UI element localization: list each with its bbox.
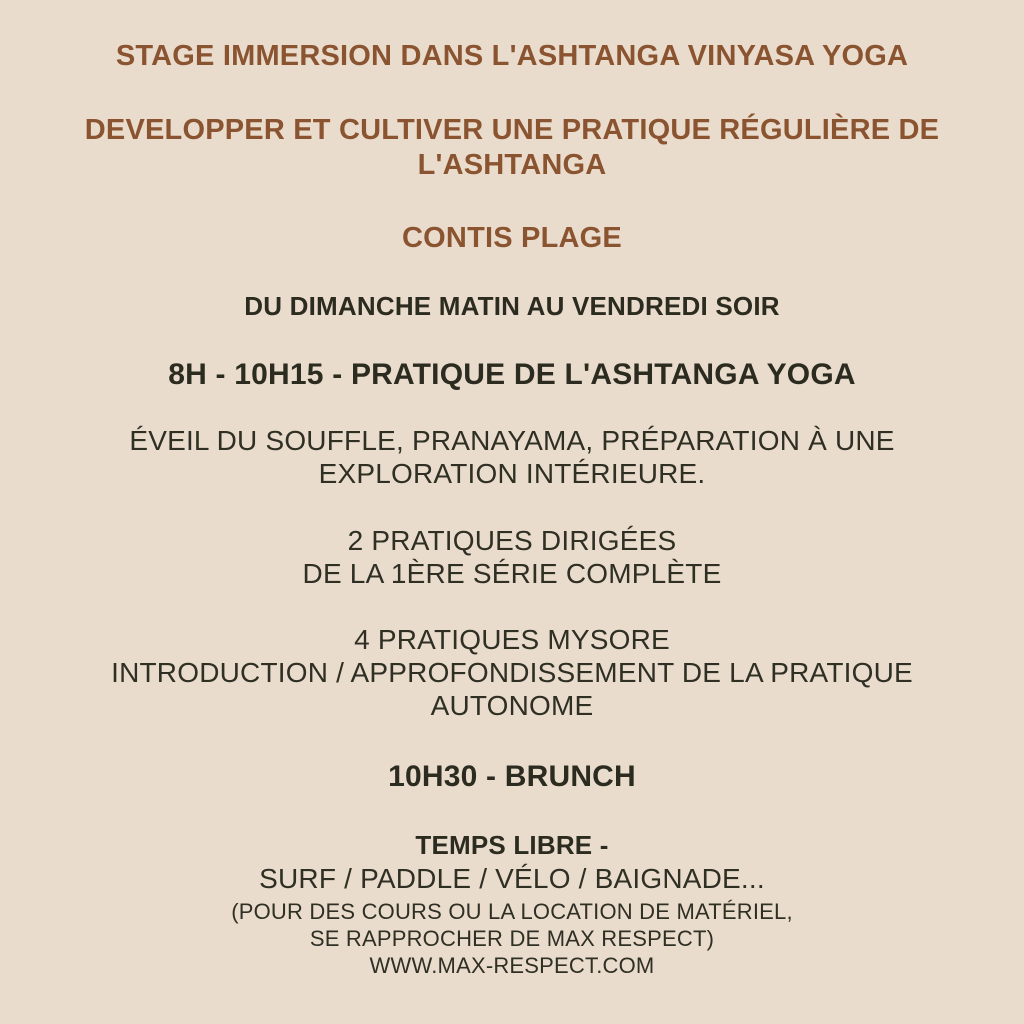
event-title: STAGE IMMERSION DANS L'ASHTANGA VINYASA YOGA [115,40,909,72]
activities-list: SURF / PADDLE / VÉLO / BAIGNADE... [259,863,765,894]
event-location: CONTIS PLAGE [402,222,622,254]
free-time-heading: TEMPS LIBRE - [415,830,609,860]
mysore-practices-line-3: AUTONOME [430,690,594,721]
guided-practices-line-1: 2 PRATIQUES DIRIGÉES [347,525,677,556]
rental-note-line-2: SE RAPPROCHER DE MAX RESPECT) [309,926,715,951]
guided-practices-line-2: DE LA 1ÈRE SÉRIE COMPLÈTE [302,558,722,589]
mysore-practices-line-2: INTRODUCTION / APPROFONDISSEMENT DE LA PRATIQUE [111,657,913,688]
breath-description-line-1: ÉVEIL DU SOUFFLE, PRANAYAMA, PRÉPARATION À UNE [129,425,895,456]
event-dates: DU DIMANCHE MATIN AU VENDREDI SOIR [244,291,780,321]
mysore-practices-line-1: 4 PRATIQUES MYSORE [354,624,670,655]
website-link[interactable]: WWW.MAX-RESPECT.COM [369,953,655,978]
brunch-schedule: 10H30 - BRUNCH [388,760,636,793]
event-subtitle-line-1: DEVELOPPER ET CULTIVER UNE PRATIQUE RÉGULIÈRE DE [84,114,940,146]
practice-schedule-heading: 8H - 10H15 - PRATIQUE DE L'ASHTANGA YOGA [168,358,856,391]
breath-description-line-2: EXPLORATION INTÉRIEURE. [318,458,706,489]
rental-note-line-1: (POUR DES COURS OU LA LOCATION DE MATÉRIEL, [231,899,793,924]
event-subtitle-line-2: L'ASHTANGA [417,149,607,181]
